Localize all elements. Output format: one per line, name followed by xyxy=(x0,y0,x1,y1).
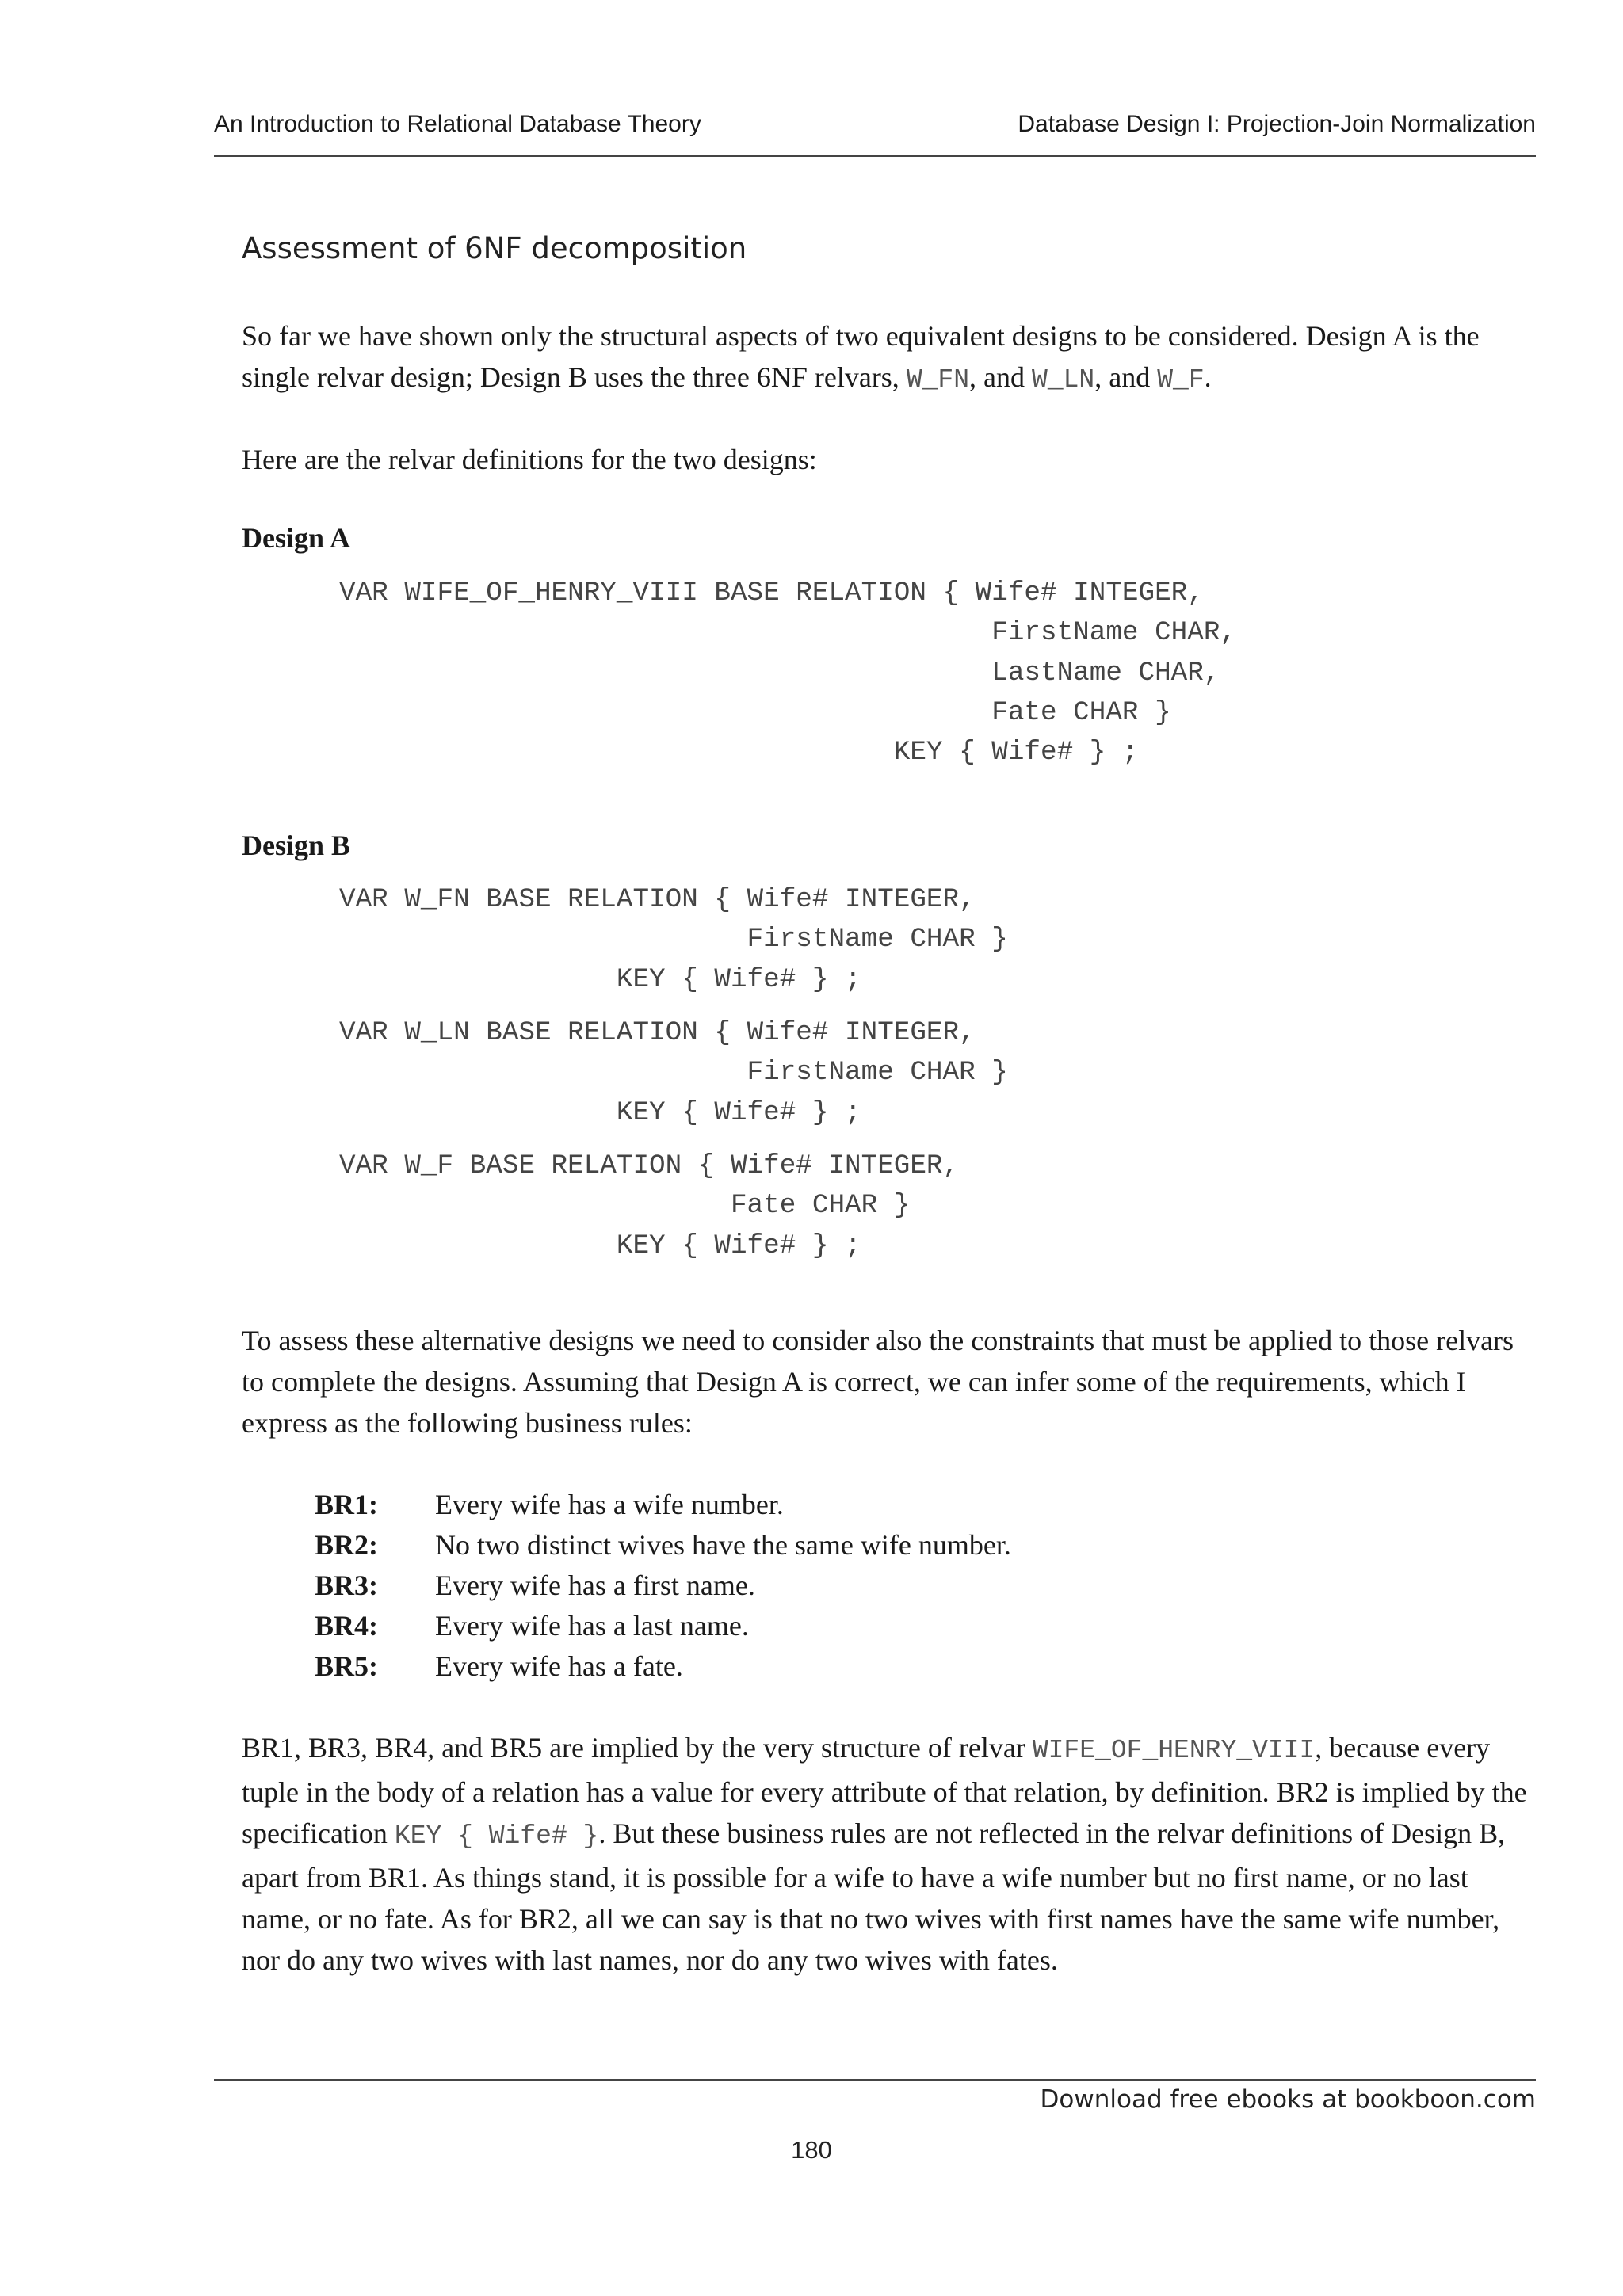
design-a-code: VAR WIFE_OF_HENRY_VIII BASE RELATION { Wife# INTEGER, FirstName CHAR, LastName CHAR, Fate CHAR } KEY { Wife# } ; xyxy=(339,578,1236,769)
rule-id: BR5: xyxy=(315,1650,378,1682)
design-b-label: Design B xyxy=(242,830,351,861)
para1-text3: , and xyxy=(1094,361,1158,393)
para2: Here are the relvar definitions for the two designs: xyxy=(242,444,817,475)
code-w-f: W_F xyxy=(1157,365,1205,395)
constraints-paragraph xyxy=(242,1320,1537,1444)
rule-text: Every wife has a wife number. xyxy=(435,1489,784,1520)
business-rules-list xyxy=(315,1485,1011,1687)
code-w-fn: W_FN xyxy=(906,365,970,395)
para3: To assess these alternative designs we need to consider also the constraints that must be applied to those relvars to complete the designs. Assuming that Design A is correct, we can infer some of the requirements, which I express as the following business rules: xyxy=(242,1325,1514,1439)
design-a-label: Design A xyxy=(242,522,351,554)
page-number: 180 xyxy=(791,2136,832,2164)
code-wife-of-henry: WIFE_OF_HENRY_VIII xyxy=(1032,1736,1316,1765)
footer-divider xyxy=(214,2079,1536,2081)
running-header xyxy=(214,111,1536,157)
rule-id: BR1: xyxy=(315,1489,378,1520)
list-item xyxy=(315,1566,1011,1606)
para1-text4: . xyxy=(1204,361,1212,393)
code-key-wife: KEY { Wife# } xyxy=(394,1821,599,1851)
book-title: An Introduction to Relational Database Theory xyxy=(214,111,701,137)
footer-download-text: Download free ebooks at bookboon.com xyxy=(1040,2085,1536,2114)
para4-text3: . But these business rules are not reflected in the relvar definitions of Design B, apart from BR1. As things stand, it is possible for a wife to have a wife number but no first name, or no last name, or no fate. As for BR2, all we can say is that no two wives with first names have the same wife number, nor do any two wives with last names, nor do any two wives with fates. xyxy=(242,1817,1506,1976)
para4-text2: , because every tuple in the body of a relation has a value for every attribute of that relation, by definition. BR2 is implied by the specification xyxy=(242,1732,1527,1849)
rule-text: Every wife has a last name. xyxy=(435,1610,749,1642)
design-b-code-w-f: VAR W_F BASE RELATION { Wife# INTEGER, Fate CHAR } KEY { Wife# } ; xyxy=(339,1150,960,1261)
chapter-title: Database Design I: Projection-Join Normalization xyxy=(1018,111,1536,137)
rule-id: BR2: xyxy=(315,1529,378,1561)
design-b-code-w-ln: VAR W_LN BASE RELATION { Wife# INTEGER, FirstName CHAR } KEY { Wife# } ; xyxy=(339,1017,1008,1128)
list-item xyxy=(315,1525,1011,1566)
rule-text: Every wife has a first name. xyxy=(435,1569,755,1601)
code-w-ln: W_LN xyxy=(1032,365,1095,395)
para4-text1: BR1, BR3, BR4, and BR5 are implied by the very structure of relvar xyxy=(242,1732,1033,1764)
list-item xyxy=(315,1606,1011,1646)
rule-id: BR4: xyxy=(315,1610,378,1642)
intro-paragraph xyxy=(242,315,1537,401)
rule-text: Every wife has a fate. xyxy=(435,1650,683,1682)
design-b-code-w-fn: VAR W_FN BASE RELATION { Wife# INTEGER, FirstName CHAR } KEY { Wife# } ; xyxy=(339,884,1008,995)
rule-id: BR3: xyxy=(315,1569,378,1601)
rule-text: No two distinct wives have the same wife number. xyxy=(435,1529,1011,1561)
definitions-intro xyxy=(242,439,1537,480)
analysis-paragraph xyxy=(242,1727,1537,1981)
section-heading: Assessment of 6NF decomposition xyxy=(242,231,747,265)
list-item xyxy=(315,1485,1011,1525)
para1-text2: , and xyxy=(969,361,1033,393)
para1-text1: So far we have shown only the structural aspects of two equivalent designs to be considered. Design A is the single relvar design; Design B uses the three 6NF relvars, xyxy=(242,320,1480,393)
list-item xyxy=(315,1646,1011,1687)
